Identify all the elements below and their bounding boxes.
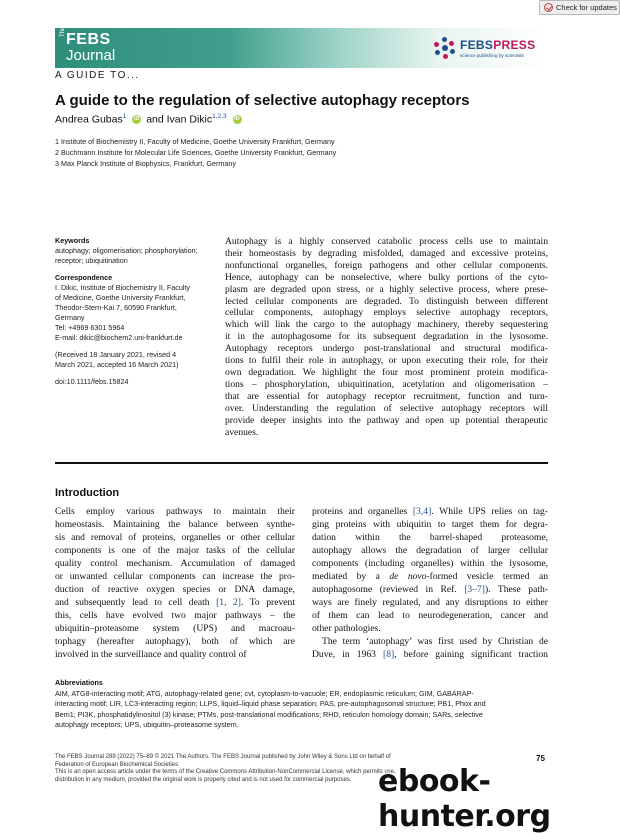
body-text: ). These path- [484, 584, 548, 595]
body-text: and subsequently lead to cell death [55, 597, 210, 608]
body-line [312, 505, 548, 518]
article-title: A guide to the regulation of selective autophagy receptors [55, 92, 470, 109]
affiliation-sup[interactable]: 1 [122, 113, 127, 120]
abstract-line: it in the autophagosome for its subsequent degradation in the lysosome. [225, 331, 548, 343]
abstract-line: Autophagy receptors undergo post-translational and structural modifica- [225, 343, 548, 355]
body-text: autophagosome (reviewed in Ref. [312, 584, 457, 595]
body-line: ging proteins with ubiquitin to target them for degra- [312, 519, 548, 530]
body-line: dation within the barrel-shaped proteasome, [312, 532, 548, 543]
introduction-heading: Introduction [55, 487, 120, 499]
author-name[interactable]: Andrea Gubas [55, 113, 123, 126]
citation-link[interactable]: [8] [383, 649, 395, 660]
doi-link[interactable]: doi:10.1111/febs.15824 [55, 377, 129, 386]
correspondence-line: Tel: +4969 6301 5964 [55, 323, 125, 332]
logo-febs: FEBS [66, 31, 111, 48]
body-line: this, cells have evolved two major pathways – the [55, 610, 295, 621]
body-line [312, 583, 548, 596]
footer-line: This is an open access article under the terms of the Creative Commons Attribution-NonCommercial License, which permits use, [55, 769, 396, 775]
body-line [312, 570, 548, 583]
body-line: The term ‘autophagy’ was first used by Christian de [322, 636, 548, 647]
abstract-line: over. Understanding the regulation of selective autophagy receptors will [225, 402, 548, 414]
abstract-line: nonfunctional organelles, foreign pathogens and other cellular components. [225, 259, 548, 271]
body-line: homeostasis. Maintaining the balance between synthe- [55, 519, 295, 530]
febs-press-dots-icon [434, 37, 456, 59]
abstract-line: avenues. [225, 426, 259, 438]
footer-line: The FEBS Journal 289 (2022) 75–89 © 2021 The Authors. The FEBS Journal published by John Wiley & Sons Ltd on behalf of [55, 754, 391, 760]
body-line: quality control mechanism. Accumulation of damaged [55, 558, 295, 569]
logo-the: The [60, 26, 66, 37]
logo-journal: Journal [66, 47, 116, 64]
body-line: of them can lead to neurodegeneration, cancer and [312, 610, 548, 621]
abstract-line: tions – phosphorylation, ubiquitination, acetylation and oligomerisation – [225, 378, 548, 390]
body-text: . To prevent [241, 597, 296, 608]
press-subtitle: science publishing by scientists [460, 53, 524, 58]
correspondence-line: Germany [55, 313, 85, 322]
press-title-b: PRESS [493, 38, 536, 52]
check-updates-label: Check for updates [556, 3, 617, 12]
correspondence-email[interactable]: E-mail: dikic@biochem2.uni-frankfurt.de [55, 333, 183, 342]
body-line: duction of reactive oxygen species or DNA damage, [55, 584, 295, 595]
orcid-icon[interactable]: iD [234, 116, 240, 123]
body-line [55, 596, 295, 609]
body-line: Duve, in 1963 [8], before gaining significant traction [312, 649, 548, 660]
correspondence-line: Theodor-Stern-Kai 7, 60590 Frankfurt, [55, 303, 177, 312]
affiliation-item: 1 Institute of Biochemistry II, Faculty of Medicine, Goethe University Frankfurt, Germany [55, 137, 335, 146]
body-line: components is one of the major tasks of the cellular [55, 545, 295, 556]
body-text: . While UPS relies on tag- [431, 506, 549, 517]
citation-link[interactable]: [3–7] [464, 584, 485, 595]
abstract-line: tions to fulfil their role in autophagy, or upon executing their role, for their [225, 355, 548, 367]
citation-link[interactable]: [3,4] [412, 506, 432, 517]
abstract-line: that are essential for autophagy receptor recruitment, function and turn- [225, 390, 548, 402]
body-line: Cells employ various pathways to maintain their [55, 506, 295, 517]
correspondence-line: I. Dikic, Institute of Biochemistry II, Faculty [55, 283, 191, 292]
received-line: March 2021, accepted 16 March 2021) [55, 360, 179, 369]
abstract-line: provide deeper insights into the pathway and open up potential therapeutic [225, 414, 548, 426]
correspondence-line: of Medicine, Goethe University Frankfurt, [55, 293, 186, 302]
correspondence-block [55, 273, 215, 343]
abbreviations-line: AIM, ATG8-interacting motif; ATG, autophagy-related gene; cvt, cytoplasm-to-vacuole; ER, endoplasmic reticulum; GIM, GABARAP- [55, 688, 474, 698]
body-line: ubiquitin–proteasome system (UPS) and macroau- [55, 623, 295, 634]
abbreviations [55, 678, 548, 731]
page-number: 75 [536, 754, 545, 763]
abstract-line: plasm are degraded upon stress, or a highly selective process, where prese- [225, 283, 548, 295]
abbreviations-line: autophagy receptors; UPS, ubiquitin–proteasome system. [55, 720, 239, 729]
abbreviations-heading: Abbreviations [55, 678, 103, 687]
body-text: proteins and organelles [312, 506, 408, 517]
body-line: components (including organelles) within the lysosome, [312, 558, 548, 569]
correspondence-heading: Correspondence [55, 273, 113, 282]
affiliations [55, 136, 336, 169]
body-line: or unwanted cellular components can increase the pro- [55, 571, 295, 582]
body-text: before gaining significant traction [403, 649, 548, 660]
keywords-line: receptor; ubiquitination [55, 256, 128, 265]
abbreviations-line: interacting motif; LIR, LC3-interacting region; LLPS, liquid–liquid phase separation; PAS, pre-autophagosomal structure; PB1, Phox and [55, 699, 486, 708]
affiliation-item: 2 Buchmann Institute for Molecular Life Sciences, Goethe University Frankfurt, Germany [55, 148, 337, 157]
body-line: sis and removal of proteins, organelles or other cellular [55, 532, 295, 543]
body-line: involved in the surveillance and quality control of [55, 649, 247, 660]
citation-link[interactable]: [1, 2] [216, 597, 241, 608]
abstract-line: Hence, autophagy can be nonselective, where bulky portions of the cyto- [225, 271, 548, 283]
footer-line: distribution in any medium, provided the original work is properly cited and is not used for commercial purposes. [55, 776, 352, 783]
body-column-right [312, 505, 548, 661]
author-line [55, 113, 244, 126]
body-line: autophagy allows the degradation of larger cellular [312, 545, 548, 556]
body-text: Duve, in 1963 [312, 649, 376, 660]
affiliation-item: 3 Max Planck Institute of Biophysics, Frankfurt, Germany [55, 159, 236, 168]
italic-term: de novo [389, 571, 427, 582]
check-updates-icon [544, 3, 553, 12]
body-text: mediated by a [312, 571, 380, 582]
body-column-left [55, 505, 295, 661]
section-divider [55, 462, 548, 464]
abstract-line: which will link the cargo to the autophagy machinery, thereby sequestering [225, 319, 548, 331]
received-line: (Received 18 January 2021, revised 4 [55, 350, 177, 359]
abstract-line: lected cellular components are degraded. To distinguish between different [225, 295, 548, 307]
body-line: tophagy (hereafter autophagy), both of which are [55, 636, 295, 647]
abstract-line: own degradation. We highlight the four most prominent protein modifica- [225, 366, 548, 378]
body-line: other pathologies. [312, 623, 381, 634]
abstract-line: their homeostasis by degrading misfolded, damaged and excessive proteins, [225, 247, 548, 259]
abstract [225, 236, 548, 438]
received-block [55, 350, 215, 370]
author-name[interactable]: and Ivan Dikic [146, 113, 213, 126]
press-title-a: FEBS [460, 38, 494, 52]
abstract-line: Autophagy is a highly conserved catabolic process cells use to maintain [225, 236, 548, 247]
body-text: -formed vesicle termed an [426, 571, 548, 582]
body-line: ways are finely regulated, and any disruptions to either [312, 597, 548, 608]
abstract-line: cellular components, autophagy employs selective autophagy receptors, [225, 307, 548, 319]
affiliation-sup[interactable]: 1,2,3 [212, 113, 227, 120]
article-sidebar [55, 236, 215, 387]
check-for-updates-button[interactable] [539, 0, 620, 15]
orcid-icon[interactable]: iD [134, 116, 140, 123]
section-label: A GUIDE TO... [55, 70, 140, 81]
keywords-heading: Keywords [55, 236, 90, 245]
watermark: ebook-hunter.org [378, 764, 551, 834]
abbreviations-line: Bem1; PI3K, phosphatidylinositol (3) kinase; PTMs, post-translational modifications; RHD, reticulon homology domain; SARs, selective [55, 709, 483, 719]
keywords-block [55, 236, 215, 266]
footer-line: Federation of European Biochemical Societies [55, 761, 179, 768]
febs-press-logo [434, 37, 535, 59]
keywords-line: autophagy; oligomerisation; phosphorylation; [55, 246, 198, 255]
